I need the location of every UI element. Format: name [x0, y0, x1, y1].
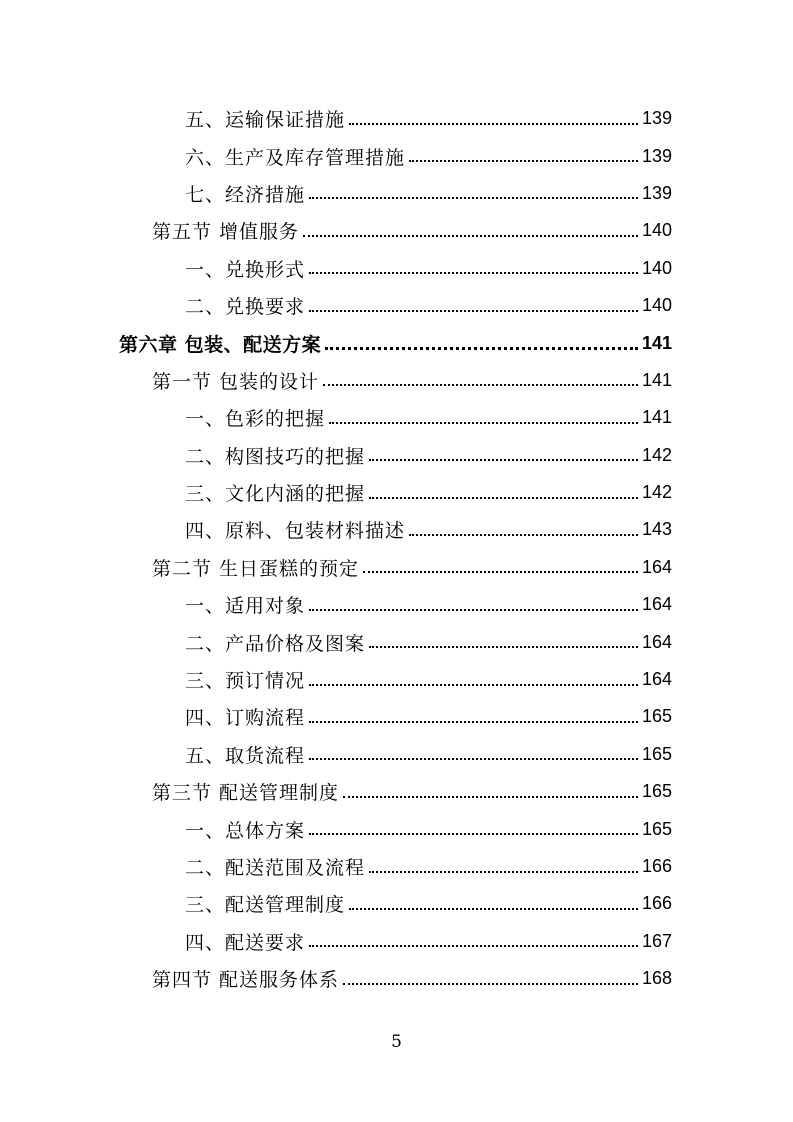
toc-dot-leader [309, 272, 638, 274]
toc-entry-item[interactable] [185, 437, 672, 474]
toc-entry-page: 164 [641, 669, 672, 690]
toc-entry-item[interactable] [185, 661, 672, 698]
toc-entry-item[interactable] [185, 175, 672, 212]
toc-entry-title: 四、配送要求 [185, 931, 306, 954]
toc-entry-chapter[interactable] [119, 324, 672, 361]
table-of-contents [0, 100, 793, 997]
toc-entry-section[interactable] [152, 549, 672, 586]
toc-entry-page: 164 [641, 631, 672, 652]
toc-dot-leader [409, 534, 638, 536]
toc-entry-title: 四、原料、包装材料描述 [185, 520, 406, 543]
toc-entry-page: 141 [641, 332, 672, 353]
toc-entry-page: 143 [641, 519, 672, 540]
toc-dot-leader [309, 310, 638, 312]
toc-entry-item[interactable] [185, 511, 672, 548]
toc-dot-leader [303, 235, 638, 237]
toc-dot-leader [323, 384, 638, 386]
toc-entry-page: 165 [641, 743, 672, 764]
toc-entry-item[interactable] [185, 885, 672, 922]
toc-dot-leader [309, 945, 638, 947]
toc-entry-item[interactable] [185, 100, 672, 137]
toc-dot-leader [343, 796, 638, 798]
toc-entry-page: 166 [641, 856, 672, 876]
toc-entry-title: 七、经济措施 [185, 183, 306, 206]
toc-dot-leader [369, 646, 638, 648]
toc-dot-leader [349, 123, 638, 125]
toc-entry-section[interactable] [152, 773, 672, 810]
toc-entry-title: 一、总体方案 [185, 819, 306, 842]
toc-entry-section[interactable] [152, 212, 672, 249]
toc-entry-page: 165 [641, 818, 672, 839]
toc-dot-leader [369, 497, 638, 499]
toc-entry-page: 142 [641, 444, 672, 465]
toc-entry-title: 五、运输保证措施 [185, 109, 346, 132]
toc-entry-title: 第三节 配送管理制度 [152, 782, 340, 805]
toc-entry-item[interactable] [185, 474, 672, 511]
toc-dot-leader [309, 721, 638, 723]
toc-entry-title: 二、产品价格及图案 [185, 632, 366, 655]
toc-entry-section[interactable] [152, 960, 672, 997]
toc-entry-title: 一、兑换形式 [185, 258, 306, 281]
toc-entry-page: 140 [641, 257, 672, 278]
toc-entry-title: 第五节 增值服务 [152, 221, 300, 244]
toc-entry-page: 140 [641, 220, 672, 241]
toc-entry-title: 一、适用对象 [185, 595, 306, 618]
toc-entry-title: 第六章 包装、配送方案 [119, 333, 322, 356]
toc-dot-leader [309, 197, 638, 199]
toc-entry-page: 139 [641, 145, 672, 166]
toc-entry-title: 五、取货流程 [185, 744, 306, 767]
toc-dot-leader [369, 871, 638, 873]
toc-dot-leader [309, 609, 638, 611]
toc-dot-leader [329, 422, 638, 424]
toc-entry-page: 165 [641, 781, 672, 802]
toc-entry-page: 166 [641, 893, 672, 914]
toc-entry-page: 140 [641, 295, 672, 316]
toc-dot-leader [309, 758, 638, 760]
toc-entry-item[interactable] [185, 848, 672, 885]
toc-entry-item[interactable] [185, 586, 672, 623]
toc-entry-item[interactable] [185, 810, 672, 847]
toc-entry-title: 第一节 包装的设计 [152, 370, 320, 393]
toc-entry-item[interactable] [185, 623, 672, 660]
toc-entry-item[interactable] [185, 698, 672, 735]
toc-entry-title: 二、构图技巧的把握 [185, 445, 366, 468]
toc-entry-page: 141 [641, 369, 672, 390]
toc-entry-item[interactable] [185, 736, 672, 773]
toc-dot-leader [343, 983, 638, 985]
toc-entry-page: 141 [641, 407, 672, 428]
toc-entry-section[interactable] [152, 362, 672, 399]
toc-entry-item[interactable] [185, 250, 672, 287]
toc-dot-leader [363, 571, 638, 573]
toc-entry-title: 二、配送范围及流程 [185, 857, 366, 879]
page-number: 5 [391, 1032, 402, 1052]
toc-entry-page: 142 [641, 482, 672, 503]
toc-entry-title: 三、文化内涵的把握 [185, 483, 366, 506]
toc-entry-title: 三、预订情况 [185, 670, 306, 693]
toc-entry-item[interactable] [185, 923, 672, 960]
toc-dot-leader [309, 833, 638, 835]
toc-entry-item[interactable] [185, 399, 672, 436]
toc-entry-page: 164 [641, 594, 672, 615]
toc-entry-title: 第四节 配送服务体系 [152, 969, 340, 992]
toc-entry-title: 三、配送管理制度 [185, 894, 346, 917]
toc-entry-page: 167 [641, 930, 672, 951]
toc-entry-title: 二、兑换要求 [185, 296, 306, 319]
toc-dot-leader [309, 684, 638, 686]
toc-entry-page: 139 [641, 182, 672, 203]
toc-entry-title: 四、订购流程 [185, 707, 306, 730]
toc-entry-item[interactable] [185, 137, 672, 174]
toc-dot-leader [369, 459, 638, 461]
toc-entry-title: 第二节 生日蛋糕的预定 [152, 557, 360, 580]
toc-entry-page: 165 [641, 706, 672, 727]
toc-dot-leader [409, 160, 638, 162]
toc-entry-title: 一、色彩的把握 [185, 408, 326, 431]
toc-entry-item[interactable] [185, 287, 672, 324]
toc-entry-page: 164 [641, 556, 672, 577]
toc-entry-page: 168 [641, 968, 672, 989]
toc-entry-page: 139 [641, 108, 672, 129]
toc-dot-leader [325, 347, 638, 350]
toc-dot-leader [349, 908, 638, 910]
toc-entry-title: 六、生产及库存管理措施 [185, 146, 406, 169]
